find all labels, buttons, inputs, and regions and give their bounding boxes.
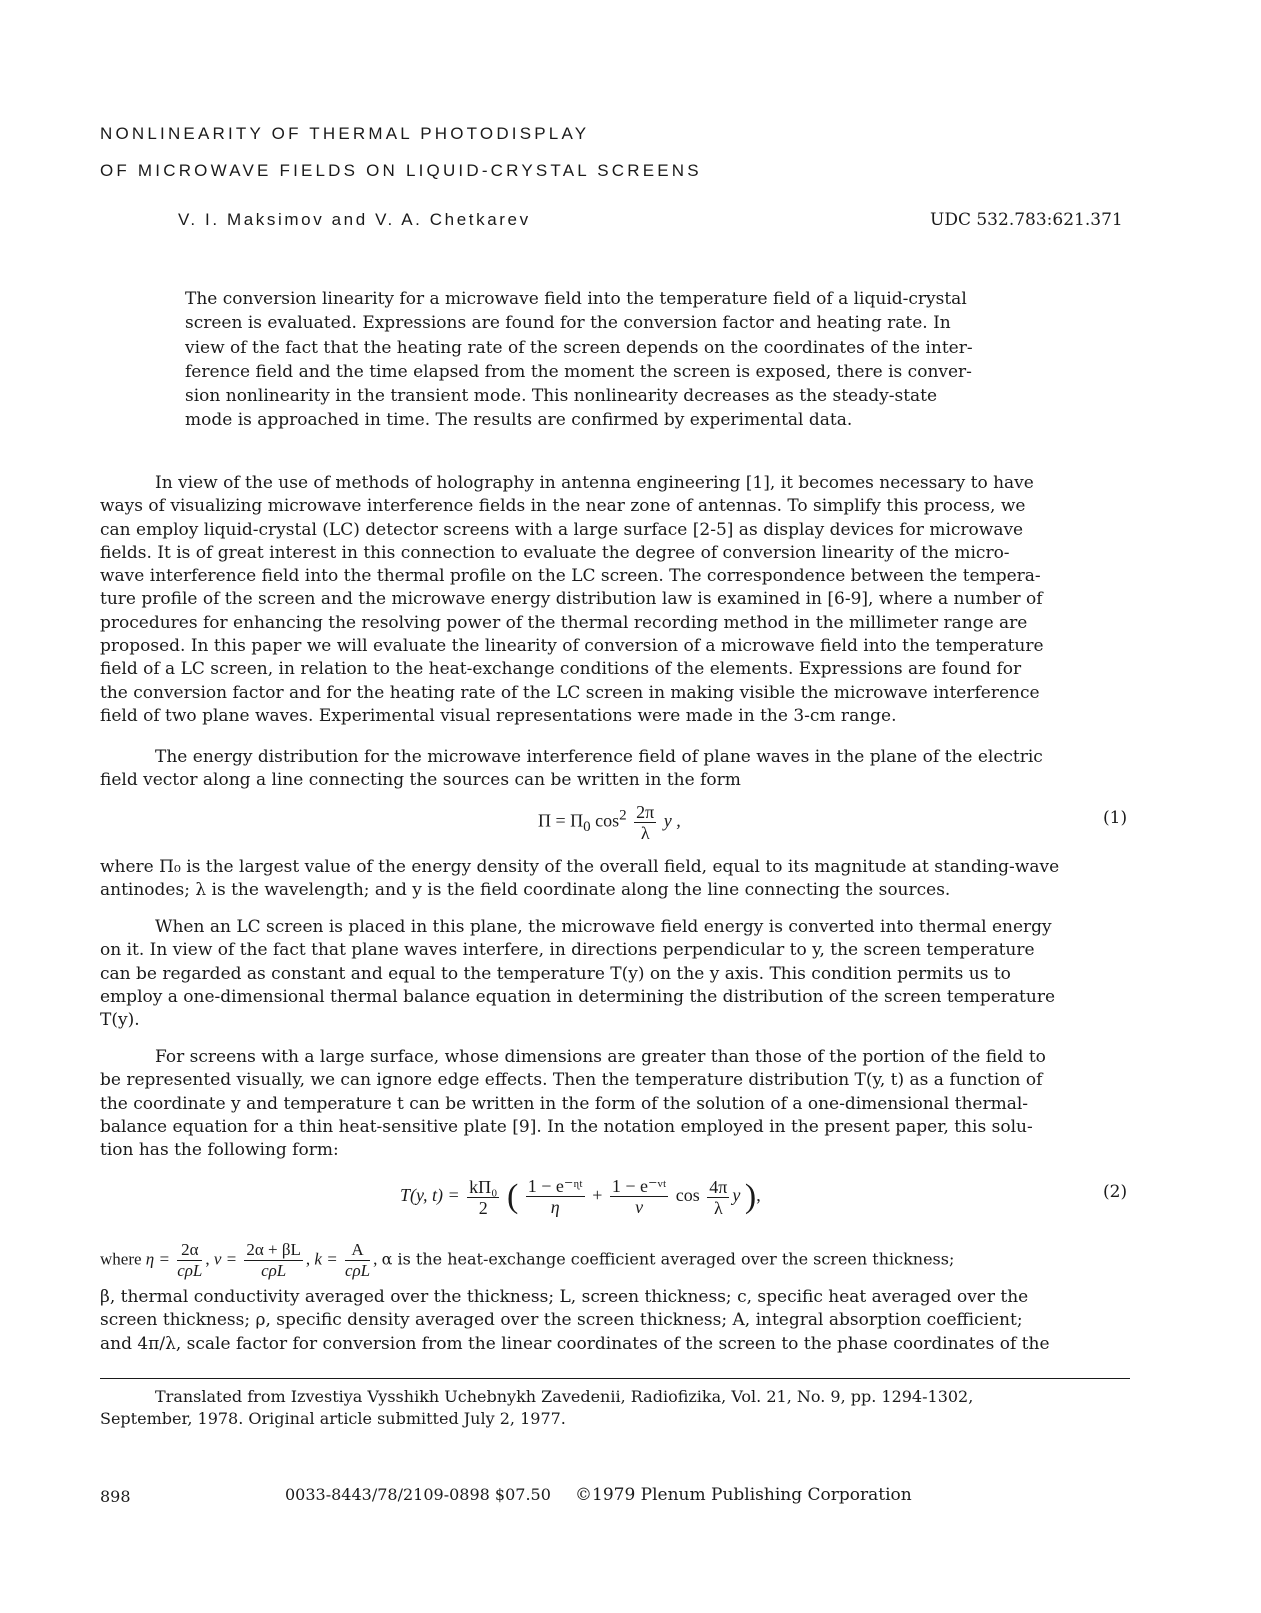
paragraph-line: can employ liquid-crystal (LC) detector screens with a large surface [2-5] as display devices for microwave bbox=[100, 519, 1024, 540]
footnote-line: Translated from Izvestiya Vysshikh Uchebnykh Zavedenii, Radiofizika, Vol. 21, No. 9, pp. 1294-1302, bbox=[155, 1387, 974, 1406]
paragraph-lc-screen bbox=[100, 916, 1130, 1032]
eq2-numerator: kΠ₀ bbox=[469, 1176, 498, 1197]
where-denominator: cρL bbox=[177, 1261, 203, 1280]
where-rest: α is the heat-exchange coefficient averaged over the screen thickness; bbox=[381, 1249, 955, 1269]
eq2-denominator: λ bbox=[713, 1197, 723, 1218]
paragraph-line: field vector along a line connecting the sources can be written in the form bbox=[100, 770, 741, 791]
eq2-numerator: 1 − e⁻ᵛᵗ bbox=[611, 1176, 667, 1196]
equation-1 bbox=[538, 802, 681, 843]
paragraph-intro bbox=[100, 472, 1130, 728]
translation-footnote bbox=[100, 1386, 1130, 1430]
where-eta: η = bbox=[145, 1249, 170, 1269]
paragraph-line: the coordinate y and temperature t can be written in the form of the solution of a one-dimensional thermal- bbox=[100, 1093, 1029, 1114]
paragraph-line: field of a LC screen, in relation to the heat-exchange conditions of the elements. Expressions are found for bbox=[100, 659, 1022, 680]
paragraph-energy-distribution bbox=[100, 746, 1130, 793]
article-code: 0033-8443/78/2109-0898 $07.50 bbox=[285, 1485, 551, 1504]
eq2-open-paren: ( bbox=[506, 1178, 519, 1215]
where-numerator: A bbox=[345, 1240, 370, 1261]
paragraph-line: screen thickness; ρ, specific density averaged over the screen thickness; A, integral absorption coefficient; bbox=[100, 1310, 1023, 1331]
paragraph-line: β, thermal conductivity averaged over the thickness; L, screen thickness; c, specific heat averaged over the bbox=[100, 1287, 1029, 1307]
where-eta-fraction bbox=[177, 1240, 202, 1281]
paragraph-line: procedures for enhancing the resolving power of the thermal recording method in the millimeter range are bbox=[100, 612, 1028, 633]
paragraph-line: fields. It is of great interest in this connection to evaluate the degree of conversion linearity of the micro- bbox=[100, 542, 1010, 563]
paragraph-line: antinodes; λ is the wavelength; and y is the field coordinate along the line connecting the sources. bbox=[100, 880, 951, 901]
paragraph-line: employ a one-dimensional thermal balance equation in determining the distribution of the screen temperature bbox=[100, 986, 1056, 1007]
eq2-comma: , bbox=[756, 1185, 761, 1206]
where-definitions: where η = $\frac{2\alpha}{\text{cρL}}$ , v = $\frac{2\alpha + \beta L}{\text{cρL}}$ , k = $\frac{A}{\text{cρL}}$ , α is the heat-exchange coefficient averaged over the screen thickness; bbox=[100, 1240, 955, 1280]
eq2-fraction-eta bbox=[526, 1176, 585, 1218]
abstract-line: ference field and the time elapsed from the moment the screen is exposed, there is conver- bbox=[185, 361, 972, 382]
paragraph-line: proposed. In this paper we will evaluate the linearity of conversion of a microwave field into the temperature bbox=[100, 636, 1044, 657]
eq1-denominator: λ bbox=[640, 823, 650, 843]
eq1-fraction bbox=[634, 802, 656, 843]
abstract-line: The conversion linearity for a microwave field into the temperature field of a liquid-crystal bbox=[185, 289, 967, 309]
paragraph-line: The energy distribution for the microwave interference field of plane waves in the plane of the electric bbox=[155, 747, 1043, 767]
where-denominator: cρL bbox=[261, 1261, 287, 1280]
paragraph-line: field of two plane waves. Experimental visual representations were made in the 3-cm range. bbox=[100, 705, 897, 726]
where-v-fraction bbox=[244, 1240, 303, 1281]
paragraph-large-surface bbox=[100, 1046, 1130, 1162]
page-number: 898 bbox=[100, 1487, 131, 1506]
eq2-close-paren: ) bbox=[744, 1178, 757, 1215]
paragraph-line: ways of visualizing microwave interference fields in the near zone of antennas. To simplify this process, we bbox=[100, 496, 1026, 517]
eq2-plus: + bbox=[592, 1185, 603, 1206]
paragraph-line: on it. In view of the fact that plane waves interfere, in directions perpendicular to y, the screen temperature bbox=[100, 940, 1035, 961]
paragraph-line: can be regarded as constant and equal to the temperature T(y) on the y axis. This condition permits us to bbox=[100, 963, 1011, 984]
paragraph-line: and 4π/λ, scale factor for conversion from the linear coordinates of the screen to the phase coordinates of the bbox=[100, 1333, 1050, 1354]
eq2-lhs: T(y, t) = bbox=[400, 1185, 460, 1206]
udc-code: UDC 532.783:621.371 bbox=[930, 210, 1123, 230]
eq1-lhs: Π = Π bbox=[538, 810, 584, 831]
where-word: where bbox=[100, 1249, 142, 1269]
eq2-numerator: 1 − e⁻ᶯᵗ bbox=[527, 1176, 583, 1196]
eq1-cos: cos bbox=[595, 810, 620, 831]
where-k: k = bbox=[314, 1249, 338, 1269]
equation-2 bbox=[400, 1176, 761, 1218]
eq2-cos: cos bbox=[675, 1185, 700, 1206]
eq2-denominator: η bbox=[550, 1197, 560, 1217]
where-numerator: 2α + βL bbox=[246, 1240, 301, 1259]
abstract-line: view of the fact that the heating rate of the screen depends on the coordinates of the inter- bbox=[185, 337, 973, 358]
where-k-fraction bbox=[345, 1240, 370, 1281]
paper-title-line-2: OF MICROWAVE FIELDS ON LIQUID-CRYSTAL SCREENS bbox=[100, 161, 702, 180]
eq2-fraction-k bbox=[467, 1177, 499, 1218]
footnote-rule bbox=[100, 1378, 1130, 1379]
eq2-numerator: 4π bbox=[709, 1176, 728, 1197]
paragraph-line: be represented visually, we can ignore edge effects. Then the temperature distribution T(y, t) as a function of bbox=[100, 1070, 1043, 1091]
equation-2-number: (2) bbox=[1103, 1182, 1128, 1202]
authors: V. I. Maksimov and V. A. Chetkarev bbox=[178, 210, 531, 229]
eq2-denominator: 2 bbox=[478, 1197, 488, 1218]
abstract-line: screen is evaluated. Expressions are found for the conversion factor and heating rate. In bbox=[185, 313, 951, 334]
paragraph-line: balance equation for a thin heat-sensitive plate [9]. In the notation employed in the present paper, this solu- bbox=[100, 1116, 1033, 1137]
where-numerator: 2α bbox=[177, 1240, 202, 1261]
paper-title-line-1: NONLINEARITY OF THERMAL PHOTODISPLAY bbox=[100, 124, 590, 143]
paragraph-line: wave interference field into the thermal profile on the LC screen. The correspondence between the tempera- bbox=[100, 566, 1041, 587]
paragraph-line: In view of the use of methods of holography in antenna engineering [1], it becomes necessary to have bbox=[155, 473, 1034, 493]
paragraph-line: the conversion factor and for the heating rate of the LC screen in making visible the microwave interference bbox=[100, 682, 1040, 703]
paragraph-line: tion has the following form: bbox=[100, 1140, 339, 1161]
eq2-fraction-4pi bbox=[707, 1177, 729, 1218]
eq1-superscript: 2 bbox=[619, 807, 627, 824]
eq2-tail: y bbox=[732, 1185, 741, 1206]
abstract-line: mode is approached in time. The results are confirmed by experimental data. bbox=[185, 410, 853, 431]
eq2-denominator: v bbox=[635, 1197, 644, 1217]
eq1-numerator: 2π bbox=[636, 802, 655, 822]
footnote-line: September, 1978. Original article submitted July 2, 1977. bbox=[100, 1409, 566, 1428]
copyright: ©1979 Plenum Publishing Corporation bbox=[575, 1485, 912, 1505]
abstract bbox=[185, 287, 1065, 433]
eq2-fraction-v bbox=[610, 1176, 668, 1218]
equation-1-number: (1) bbox=[1103, 808, 1128, 828]
paragraph-where-pi0 bbox=[100, 856, 1130, 903]
where-denominator: cρL bbox=[344, 1261, 371, 1280]
abstract-line: sion nonlinearity in the transient mode. This nonlinearity decreases as the steady-state bbox=[185, 386, 938, 407]
paragraph-definitions bbox=[100, 1286, 1130, 1356]
paragraph-line: When an LC screen is placed in this plane, the microwave field energy is converted into thermal energy bbox=[155, 917, 1052, 937]
where-v: v = bbox=[213, 1249, 238, 1269]
paragraph-line: T(y). bbox=[100, 1010, 140, 1031]
eq1-subscript: 0 bbox=[583, 819, 591, 836]
paragraph-line: For screens with a large surface, whose dimensions are greater than those of the portion of the field to bbox=[155, 1047, 1046, 1067]
paragraph-line: where Π₀ is the largest value of the energy density of the overall field, equal to its magnitude at standing-wave bbox=[100, 857, 1060, 877]
paragraph-line: ture profile of the screen and the microwave energy distribution law is examined in [6-9], where a number of bbox=[100, 589, 1043, 610]
eq1-tail: y , bbox=[663, 810, 681, 831]
